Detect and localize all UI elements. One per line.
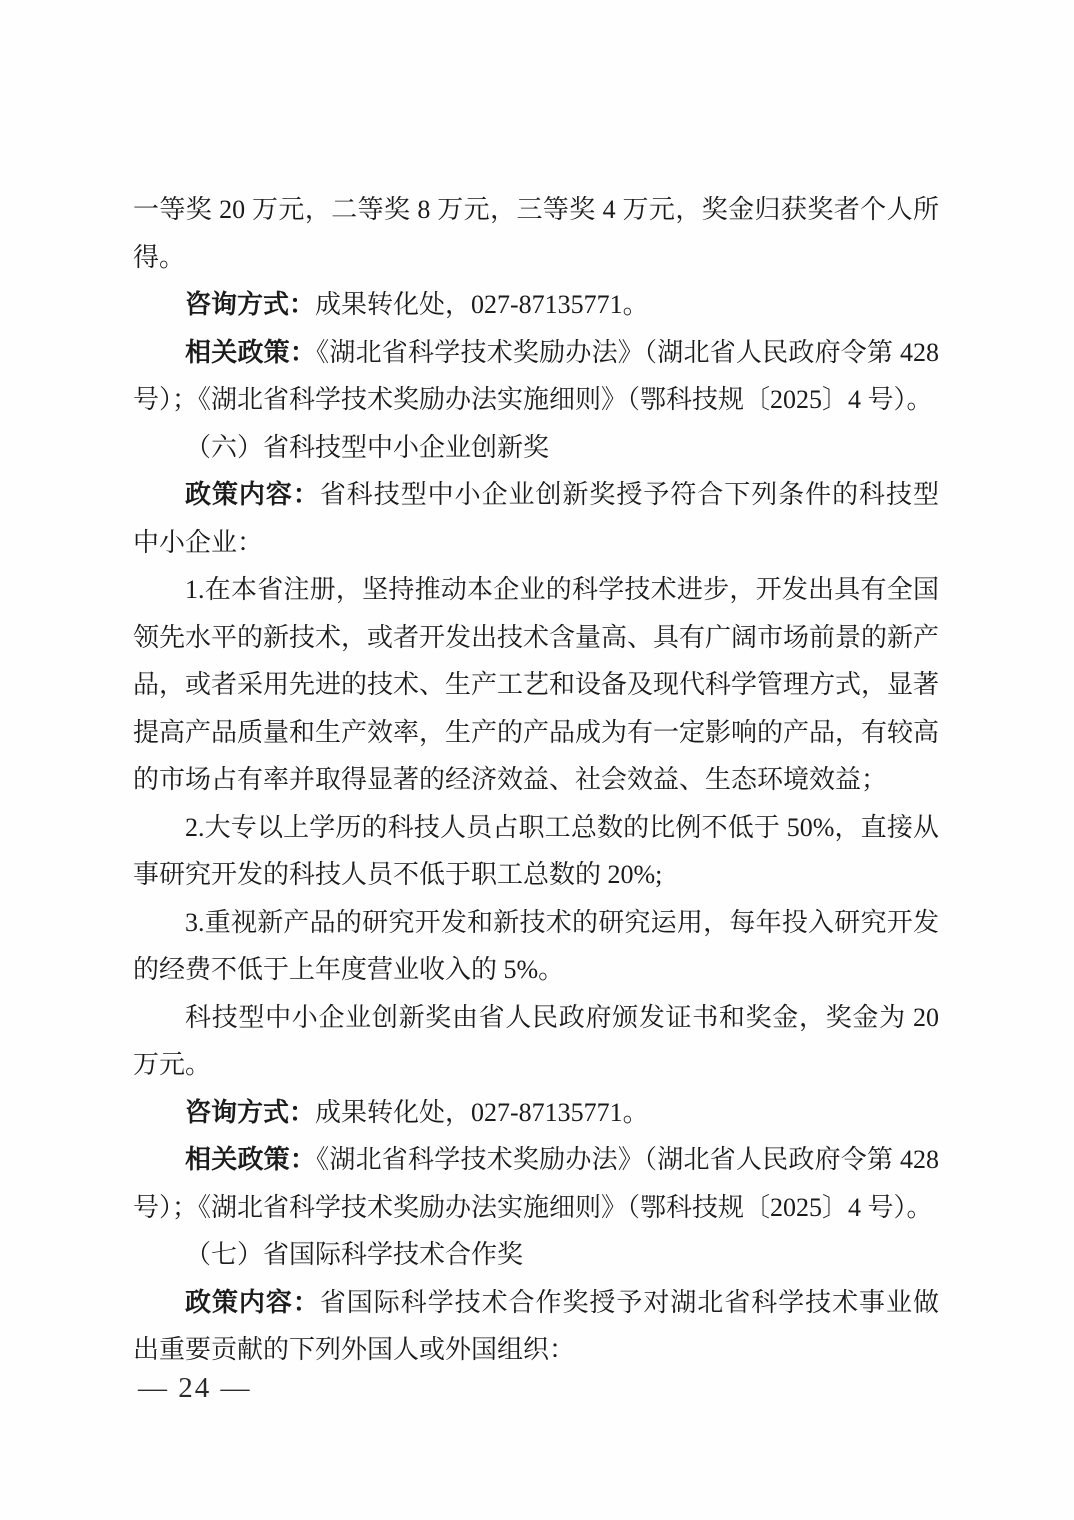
contact-label: 咨询方式：: [185, 290, 316, 319]
page-number: — 24 —: [138, 1372, 252, 1404]
paragraph-contact-info-2: [133, 1089, 939, 1137]
section-heading-6: [133, 424, 939, 472]
paragraph-text: 省国际科学技术合作奖授予对湖北省科学技术事业做出重要贡献的下列外国人或外国组织：: [133, 1287, 939, 1364]
paragraph-policy-content: [133, 471, 939, 566]
paragraph-related-policy: [133, 329, 939, 424]
paragraph-condition-3: [133, 899, 939, 994]
paragraph-condition-2: [133, 804, 939, 899]
paragraph-award-amount: [133, 994, 939, 1089]
paragraph-text: 1.在本省注册，坚持推动本企业的科学技术进步，开发出具有全国领先水平的新技术，或者开发出技术含量高、具有广阔市场前景的新产品，或者采用先进的技术、生产工艺和设备及现代科学管理方式，显著提高产品质量和生产效率，生产的产品成为有一定影响的产品，有较高的市场占有率并取得显著的经济效益、社会效益、生态环境效益；: [133, 575, 940, 794]
paragraph-text: 成果转化处，027-87135771。: [315, 290, 649, 319]
heading-text: （七）省国际科学技术合作奖: [185, 1240, 524, 1269]
document-body: [133, 186, 939, 1374]
section-heading-7: [133, 1231, 939, 1279]
paragraph-text: 一等奖 20 万元，二等奖 8 万元，三等奖 4 万元，奖金归获奖者个人所得。: [133, 195, 939, 272]
paragraph-condition-1: [133, 566, 939, 804]
policy-content-label: 政策内容：: [185, 480, 320, 509]
policy-label: 相关政策：: [185, 337, 317, 367]
paragraph-text: 成果转化处，027-87135771。: [315, 1097, 649, 1127]
paragraph-policy-content-2: [133, 1279, 939, 1374]
paragraph-text: 2.大专以上学历的科技人员占职工总数的比例不低于 50%，直接从事研究开发的科技人员不低于职工总数的 20%;: [133, 812, 939, 889]
paragraph-prize-amounts: [133, 186, 939, 281]
paragraph-text: 3.重视新产品的研究开发和新技术的研究运用，每年投入研究开发的经费不低于上年度营业收入的 5%。: [133, 907, 939, 984]
paragraph-contact-info: [133, 281, 939, 329]
heading-text: （六）省科技型中小企业创新奖: [185, 432, 550, 462]
paragraph-text: 科技型中小企业创新奖由省人民政府颁发证书和奖金，奖金为 20 万元。: [133, 1002, 939, 1079]
policy-label: 相关政策：: [185, 1145, 317, 1174]
contact-label: 咨询方式：: [185, 1097, 316, 1127]
paragraph-related-policy-2: [133, 1136, 939, 1231]
paragraph-text: 《湖北省科学技术奖励办法》（湖北省人民政府令第 428 号）；《湖北省科学技术奖励办法实施细则》（鄂科技规〔2025〕4 号）。: [133, 337, 939, 414]
paragraph-text: 《湖北省科学技术奖励办法》（湖北省人民政府令第 428 号）；《湖北省科学技术奖励办法实施细则》（鄂科技规〔2025〕4 号）。: [133, 1145, 939, 1222]
paragraph-text: 省科技型中小企业创新奖授予符合下列条件的科技型中小企业：: [133, 480, 939, 557]
policy-content-label: 政策内容：: [185, 1287, 320, 1317]
